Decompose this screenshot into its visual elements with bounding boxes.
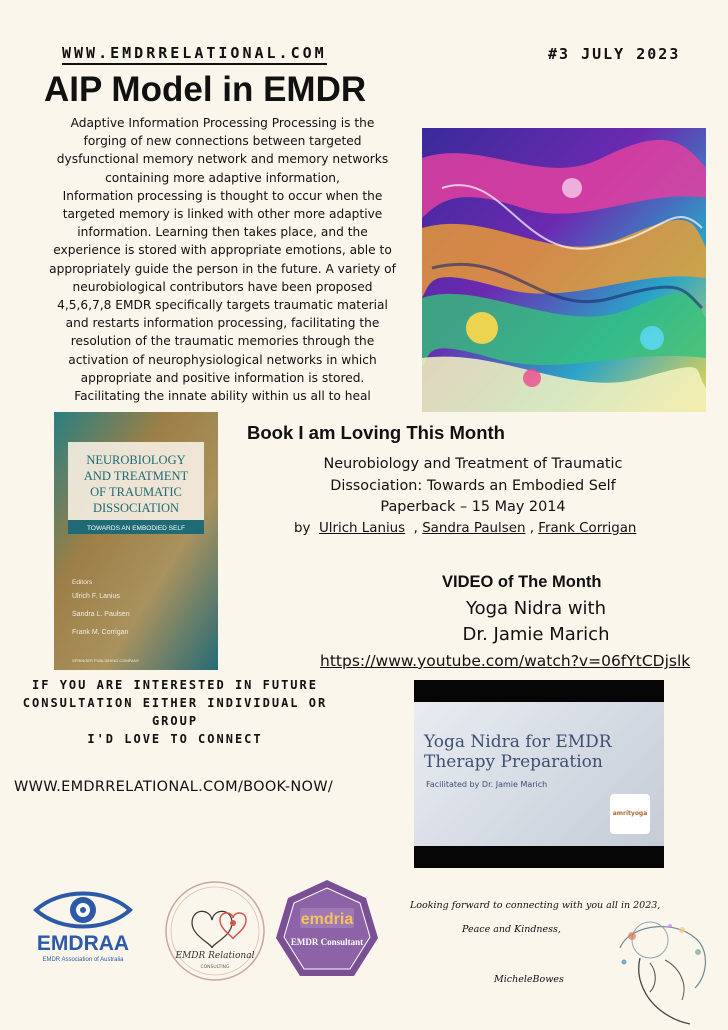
book-info xyxy=(280,454,666,519)
intro-line: containing more adaptive information, xyxy=(105,170,340,185)
thumbnail-title-line: Yoga Nidra for EMDR xyxy=(424,732,612,752)
video-title xyxy=(446,596,626,648)
signoff-line: Peace and Kindness, xyxy=(462,924,561,935)
intro-line: appropriately guide the person in the future. A variety of xyxy=(49,261,396,276)
emdraa-logo xyxy=(32,888,134,972)
emdraa-wordmark: EMDRAA xyxy=(36,932,130,955)
consult-line: CONSULTATION EITHER INDIVIDUAL OR xyxy=(22,696,328,710)
intro-paragraph xyxy=(30,114,415,405)
cover-title-line: OF TRAUMATIC xyxy=(90,485,182,499)
thumbnail-title-line: Therapy Preparation xyxy=(424,752,603,772)
video-thumbnail[interactable] xyxy=(414,680,664,868)
thumbnail-frame xyxy=(414,702,664,846)
book-cover-image xyxy=(54,412,218,670)
intro-line: Adaptive Information Processing Processing is the xyxy=(70,116,375,130)
fluid-art-image xyxy=(422,128,706,412)
intro-line: Facilitating the innate ability within us all to heal xyxy=(74,389,371,404)
video-title-line: Dr. Jamie Marich xyxy=(462,624,610,645)
book-authors: by Ulrich Lanius , Sandra Paulsen , Frank Corrigan xyxy=(294,521,637,536)
website-header[interactable]: WWW.EMDRRELATIONAL.COM xyxy=(62,44,327,65)
cover-subtitle: TOWARDS AN EMBODIED SELF xyxy=(87,525,185,532)
signoff-line: Looking forward to connecting with you all in 2023, xyxy=(410,900,661,911)
consult-line: GROUP xyxy=(151,714,199,728)
emdria-consultant-label: EMDR Consultant xyxy=(290,937,364,947)
cover-editor: Sandra L. Paulsen xyxy=(72,611,130,618)
cover-editors-label: Editors xyxy=(72,579,93,586)
emdraa-tagline: EMDR Association of Australia xyxy=(42,957,124,963)
intro-line: appropriate and positive information is stored. xyxy=(80,370,365,385)
emdria-wordmark: emdria xyxy=(300,911,354,928)
signature: MicheleBowes xyxy=(494,974,564,985)
booking-link[interactable]: WWW.EMDRRELATIONAL.COM/BOOK-NOW/ xyxy=(14,779,334,795)
intro-line: neurobiological contributors have been proposed xyxy=(72,279,373,294)
book-format: Paperback – 15 May 2014 xyxy=(380,499,566,515)
consult-line: I'D LOVE TO CONNECT xyxy=(87,732,263,746)
intro-line: experience is stored with appropriate emotions, able to xyxy=(53,243,392,258)
book-heading: Book I am Loving This Month xyxy=(247,422,505,443)
video-title-line: Yoga Nidra with xyxy=(465,598,607,619)
emdria-consultant-badge xyxy=(272,878,382,984)
intro-line: dysfunctional memory network and memory networks xyxy=(56,152,389,167)
emdr-relational-logo xyxy=(162,878,268,984)
intro-line: forging of new connections between targeted xyxy=(83,134,362,149)
cover-title-line: AND TREATMENT xyxy=(83,469,189,483)
intro-line: activation of neurophysiological networks in which xyxy=(68,352,377,367)
sketch-portrait-image xyxy=(610,918,714,1026)
cover-title-line: DISSOCIATION xyxy=(92,501,180,515)
by-label: by xyxy=(294,521,311,536)
intro-line: targeted memory is linked with other more adaptive xyxy=(62,207,383,222)
author-link[interactable]: Ulrich Lanius xyxy=(318,521,406,536)
intro-line: and restarts information processing, facilitating the xyxy=(65,316,380,331)
video-heading: VIDEO of The Month xyxy=(442,573,602,591)
page-title: AIP Model in EMDR xyxy=(44,70,367,109)
intro-line: resolution of the traumatic memories through the xyxy=(70,334,375,349)
relational-wordmark: EMDR Relational xyxy=(175,951,255,961)
issue-date: #3 JULY 2023 xyxy=(548,45,681,63)
eye-icon xyxy=(32,888,134,934)
relational-sub: CONSULTING xyxy=(200,965,230,970)
intro-line: information. Learning then takes place, and the xyxy=(77,225,368,240)
cover-title-line: NEUROBIOLOGY xyxy=(86,453,186,467)
cover-publisher: SPRINGER PUBLISHING COMPANY xyxy=(72,658,140,663)
intro-line: Information processing is thought to occur when the xyxy=(62,188,383,203)
cover-editor: Frank M. Corrigan xyxy=(72,629,129,636)
amrit-yoga-logo: amrityoga xyxy=(610,794,650,834)
book-title-line: Neurobiology and Treatment of Traumatic xyxy=(323,456,623,472)
consult-line: IF YOU ARE INTERESTED IN FUTURE xyxy=(32,678,318,692)
author-link[interactable]: Frank Corrigan xyxy=(538,521,637,536)
author-link[interactable]: Sandra Paulsen xyxy=(422,521,526,536)
thumbnail-subtitle: Facilitated by Dr. Jamie Marich xyxy=(426,780,548,789)
youtube-link[interactable]: https://www.youtube.com/watch?v=06fYtCDjslk xyxy=(320,652,691,670)
intro-line: 4,5,6,7,8 EMDR specifically targets traumatic material xyxy=(57,298,388,313)
consultation-callout xyxy=(20,676,330,748)
thumbnail-title xyxy=(424,732,654,772)
book-title-line: Dissociation: Towards an Embodied Self xyxy=(330,477,616,494)
cover-editor: Ulrich F. Lanius xyxy=(72,593,120,600)
